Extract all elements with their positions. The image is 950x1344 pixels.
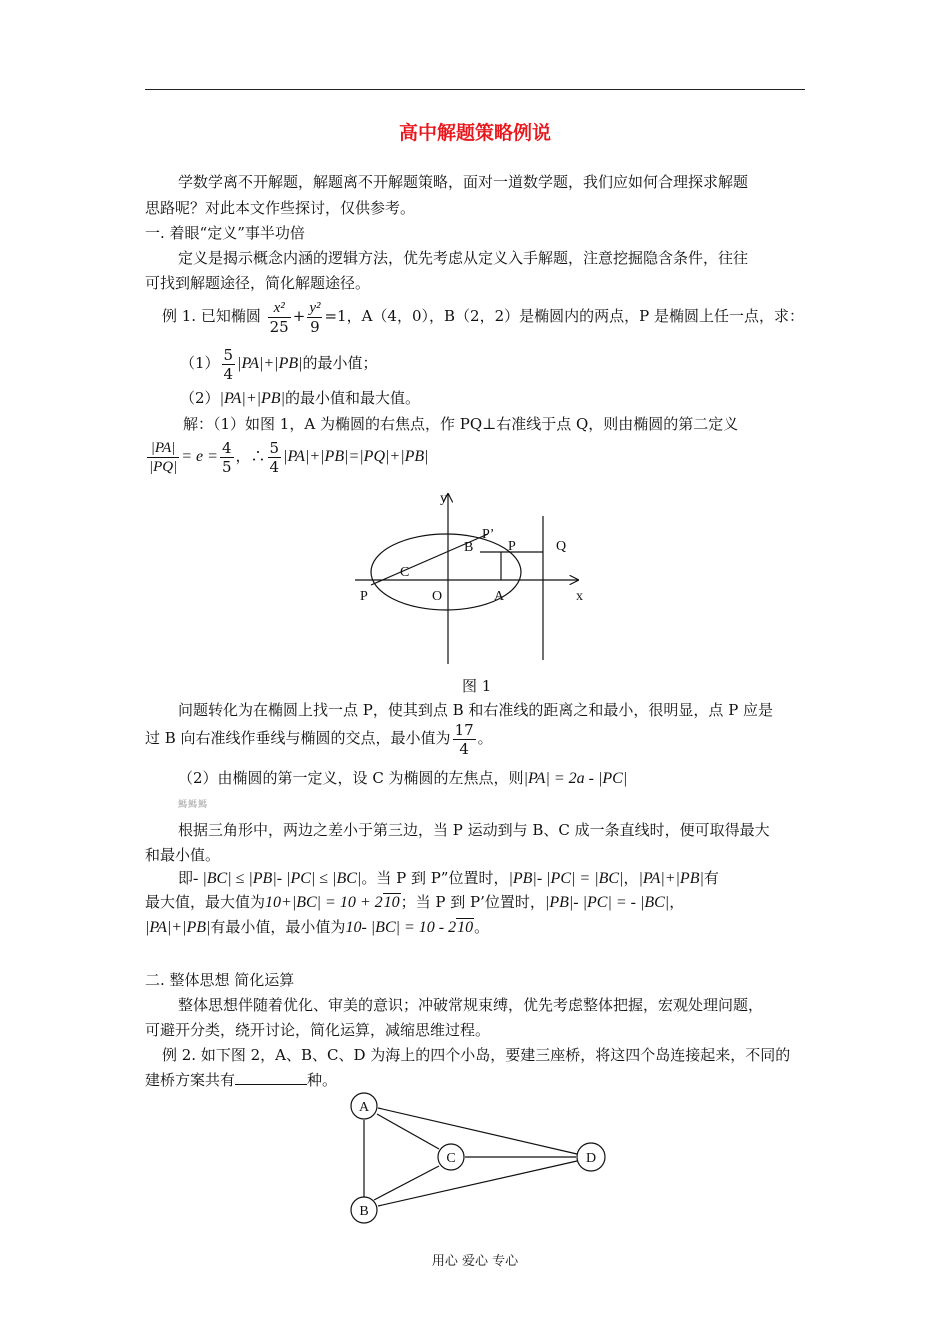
- question-2-label: （2）: [180, 389, 220, 407]
- min-text: 有最小值，最小值为: [210, 918, 346, 936]
- eccentricity-expr: = e =: [181, 448, 218, 465]
- min-value-line: [145, 917, 489, 938]
- seventeen-fourths-fraction: $\frac{17}{4}$: [454, 720, 474, 758]
- garbled-glyphs: 鰢鰢鰢: [178, 800, 209, 810]
- section-1-para-line-2: 可找到解题途径，简化解题途径。: [145, 274, 371, 292]
- intro-line-1: 学数学离不开解题，解题离不开解题策略，面对一道数学题，我们应如何合理探求解题: [178, 173, 749, 191]
- after-figure-prefix: 过 B 向右准线作垂线与椭圆的交点，最小值为: [145, 729, 451, 747]
- label-x: x: [576, 589, 583, 604]
- after-figure-line-2: [145, 718, 493, 758]
- node-c-label: C: [446, 1151, 456, 1166]
- inequality-prefix: 即: [178, 869, 194, 887]
- after-figure-line-1: 问题转化为在椭圆上找一点 P，使其到点 B 和右准线的距离之和最小，很明显，点 P 应是: [178, 701, 774, 719]
- label-o: O: [432, 589, 443, 604]
- part-2-text: （2）由椭圆的第一定义，设 C 为椭圆的左焦点，则: [178, 769, 524, 787]
- pa-over-pq-fraction: $\frac{|PA|}{|PQ|}$: [149, 439, 178, 475]
- page-footer: 用心 爱心 专心: [431, 1254, 519, 1269]
- figure-1-ellipse-diagram: [340, 488, 600, 668]
- after-figure-suffix: 。: [477, 729, 493, 747]
- section-1-para-line-1: 定义是揭示概念内涵的逻辑方法，优先考虑从定义入手解题，注意挖掘隐含条件，往往: [178, 249, 749, 267]
- q1-fraction: $\frac{5}{4}$: [223, 345, 234, 383]
- label-a: A: [494, 589, 505, 604]
- answer-blank[interactable]: [235, 1070, 307, 1085]
- min-sqrt: 10: [457, 919, 474, 936]
- max-value-line: [145, 892, 684, 913]
- four-fifths-fraction: $\frac{4}{5}$: [221, 438, 232, 476]
- figure-2-island-graph: [340, 1088, 620, 1228]
- node-b-label: B: [359, 1204, 369, 1219]
- min-expression: |PA|+|PB|: [145, 919, 211, 936]
- q2-text: 的最小值和最大值。: [284, 389, 420, 407]
- label-c: C: [400, 565, 410, 580]
- max-end: ，: [669, 893, 685, 911]
- max-expression-b: |PB|- |PC| = - |BC|: [544, 894, 670, 911]
- part-2-expression: |PA| = 2a - |PC|: [523, 770, 628, 787]
- inequality-mid: 。当 P 到 P”位置时，: [361, 869, 509, 887]
- node-a-label: A: [358, 1100, 370, 1115]
- q1-text: 的最小值；: [302, 354, 378, 372]
- max-sqrt: 10: [383, 894, 400, 911]
- inequality-separator: ，: [623, 869, 639, 887]
- label-p-left: P: [360, 589, 368, 604]
- question-1-line: [180, 343, 378, 384]
- ellipse-y-fraction: $\frac{\text{y²}}{9}$: [309, 299, 321, 336]
- example-2-prefix: 建桥方案共有: [145, 1071, 236, 1089]
- min-end: 。: [474, 918, 490, 936]
- example-2-line-1: 例 2. 如下图 2，A、B、C、D 为海上的四个小岛，要建三座桥，将这四个岛连接起来，不同的: [162, 1046, 791, 1064]
- example-1-suffix: =1，A（4，0），B（2，2）是椭圆内的两点，P 是椭圆上任一点，求：: [324, 307, 804, 325]
- header-rule: [145, 89, 805, 90]
- solution-line-1: 解：（1）如图 1，A 为椭圆的右焦点，作 PQ⊥右准线于点 Q，则由椭圆的第二定义: [183, 415, 739, 433]
- max-mid: ；当 P 到 P’位置时，: [400, 893, 545, 911]
- max-expression: 10+|BC| = 10 + 2: [265, 894, 383, 911]
- section-2-para-line-2: 可避开分类，绕开讨论，简化运算，减缩思维过程。: [145, 1021, 491, 1039]
- triangle-line-1: 根据三角形中，两边之差小于第三边，当 P 运动到与 B、C 成一条直线时，便可取得最大: [178, 821, 770, 839]
- inequality-line: [178, 868, 719, 889]
- inequality-expression: - |BC| ≤ |PB|- |PC| ≤ |BC|: [193, 870, 362, 887]
- node-d-label: D: [585, 1151, 597, 1166]
- triangle-line-2: 和最小值。: [145, 846, 221, 864]
- question-1-label: （1）: [180, 354, 220, 372]
- label-p-prime: P’: [482, 527, 495, 542]
- label-y: y: [440, 491, 447, 506]
- min-expression-b: 10- |BC| = 10 - 2: [345, 919, 457, 936]
- therefore-text: ，∴: [235, 447, 266, 465]
- ellipse-x-fraction: $\frac{\text{x²}}{25}$: [269, 299, 289, 336]
- section-2-heading: 二. 整体思想 简化运算: [145, 971, 295, 989]
- max-prefix: 最大值，最大值为: [145, 893, 266, 911]
- inequality-expression-3: |PA|+|PB|: [638, 870, 704, 887]
- q1-expression: |PA|+|PB|: [237, 355, 303, 372]
- label-q: Q: [556, 539, 567, 554]
- question-2-line: [180, 388, 420, 409]
- example-1-line: 例 1. 已知椭圆 $\frac{\text{x²}}{25}$ + $\frac{\text{y²}}{9}$ =1，A（4，0），B（2，2）是椭圆内的两点，P 是椭圆上任一点，求：: [162, 299, 804, 336]
- inequality-tail: 有: [703, 869, 719, 887]
- section-1-heading: 一. 着眼“定义”事半功倍: [145, 224, 305, 242]
- example-2-suffix: 种。: [307, 1071, 338, 1089]
- label-p-top: P: [508, 539, 516, 554]
- solution-tail-expr: |PA|+|PB|=|PQ|+|PB|: [283, 448, 429, 465]
- page-title: 高中解题策略例说: [398, 122, 551, 144]
- inequality-expression-2: |PB|- |PC| = |BC|: [508, 870, 624, 887]
- part-2-line: [178, 768, 627, 789]
- intro-line-2: 思路呢？对此本文作些探讨，仅供参考。: [145, 199, 416, 217]
- edge-a-c: [377, 1114, 439, 1149]
- five-fourths-fraction: $\frac{5}{4}$: [269, 438, 280, 476]
- q2-expression: |PA|+|PB|: [219, 390, 285, 407]
- figure-1-caption: 图 1: [462, 677, 492, 695]
- edge-b-d: [378, 1161, 577, 1206]
- label-b: B: [464, 540, 474, 555]
- example-1-prefix: 例 1. 已知椭圆: [162, 307, 261, 325]
- example-2-line-2: [145, 1070, 337, 1090]
- solution-line-2: [145, 436, 429, 477]
- section-2-para-line-1: 整体思想伴随着优化、审美的意识；冲破常规束缚，优先考虑整体把握，宏观处理问题，: [178, 996, 764, 1014]
